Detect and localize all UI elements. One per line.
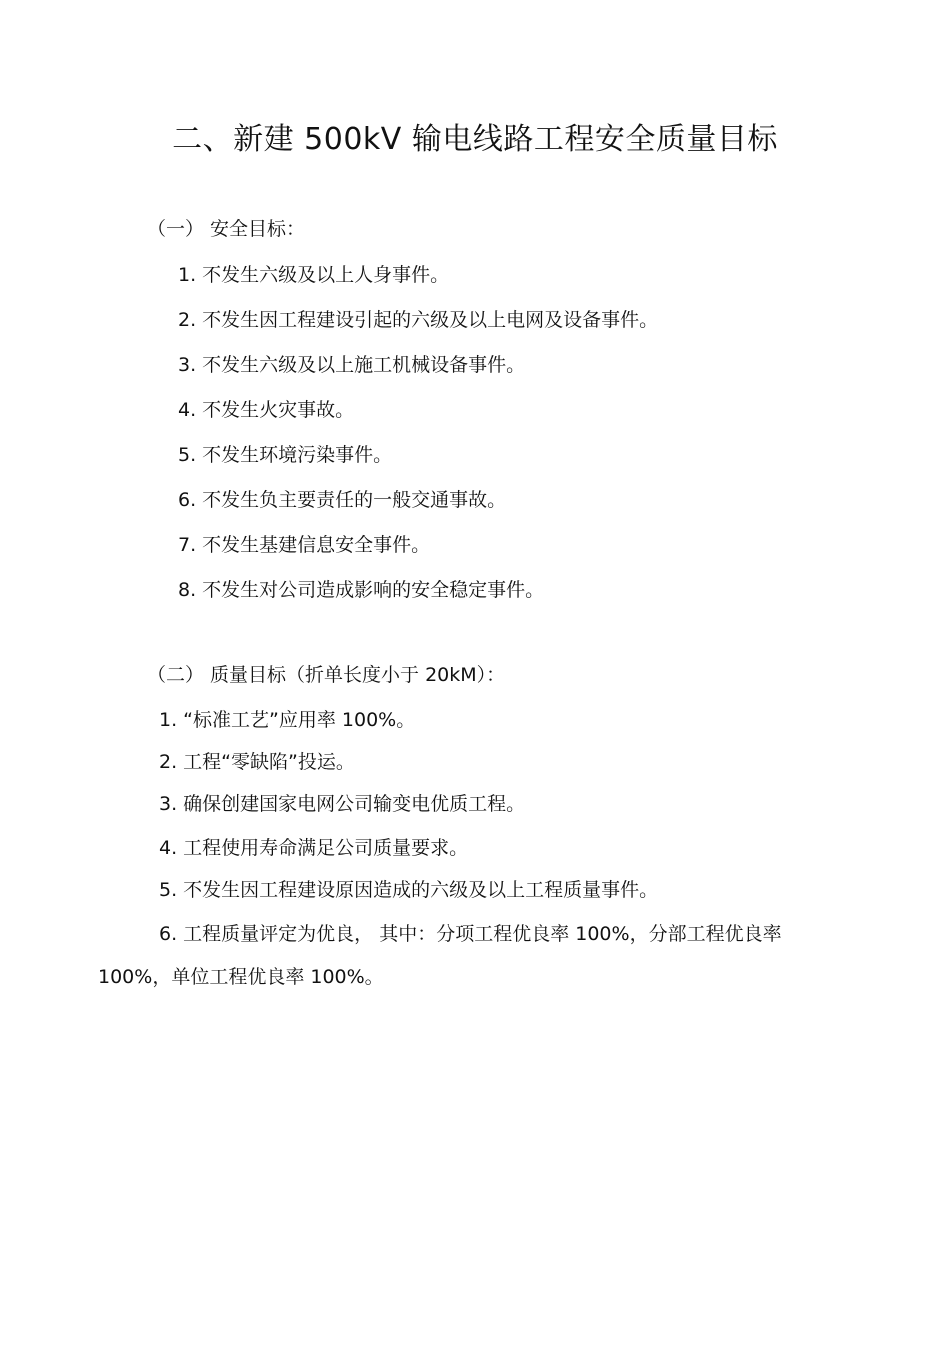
list-item: 5. 不发生因工程建设原因造成的六级及以上工程质量事件。: [159, 879, 659, 901]
list-item: 2. 不发生因工程建设引起的六级及以上电网及设备事件。: [178, 309, 659, 331]
page-title: 二、新建 500kV 输电线路工程安全质量目标: [172, 122, 778, 157]
list-item: 4. 工程使用寿命满足公司质量要求。: [159, 837, 469, 859]
list-item: 1. 不发生六级及以上人身事件。: [178, 264, 450, 286]
list-item: 6. 不发生负主要责任的一般交通事故。: [178, 489, 507, 511]
list-item: 3. 确保创建国家电网公司输变电优质工程。: [159, 793, 526, 815]
list-item-continuation: 100%，单位工程优良率 100%。: [98, 966, 384, 988]
list-item: 1. “标准工艺”应用率 100%。: [159, 709, 416, 731]
section-heading-safety: （一） 安全目标：: [147, 218, 306, 240]
list-item: 3. 不发生六级及以上施工机械设备事件。: [178, 354, 526, 376]
section-heading-quality: （二） 质量目标（折单长度小于 20kM）：: [147, 664, 506, 686]
list-item: 7. 不发生基建信息安全事件。: [178, 534, 431, 556]
list-item: 5. 不发生环境污染事件。: [178, 444, 393, 466]
list-item: 8. 不发生对公司造成影响的安全稳定事件。: [178, 579, 545, 601]
list-item: 2. 工程“零缺陷”投运。: [159, 751, 355, 773]
list-item: 6. 工程质量评定为优良， 其中：分项工程优良率 100%，分部工程优良率: [159, 923, 782, 945]
list-item: 4. 不发生火灾事故。: [178, 399, 355, 421]
